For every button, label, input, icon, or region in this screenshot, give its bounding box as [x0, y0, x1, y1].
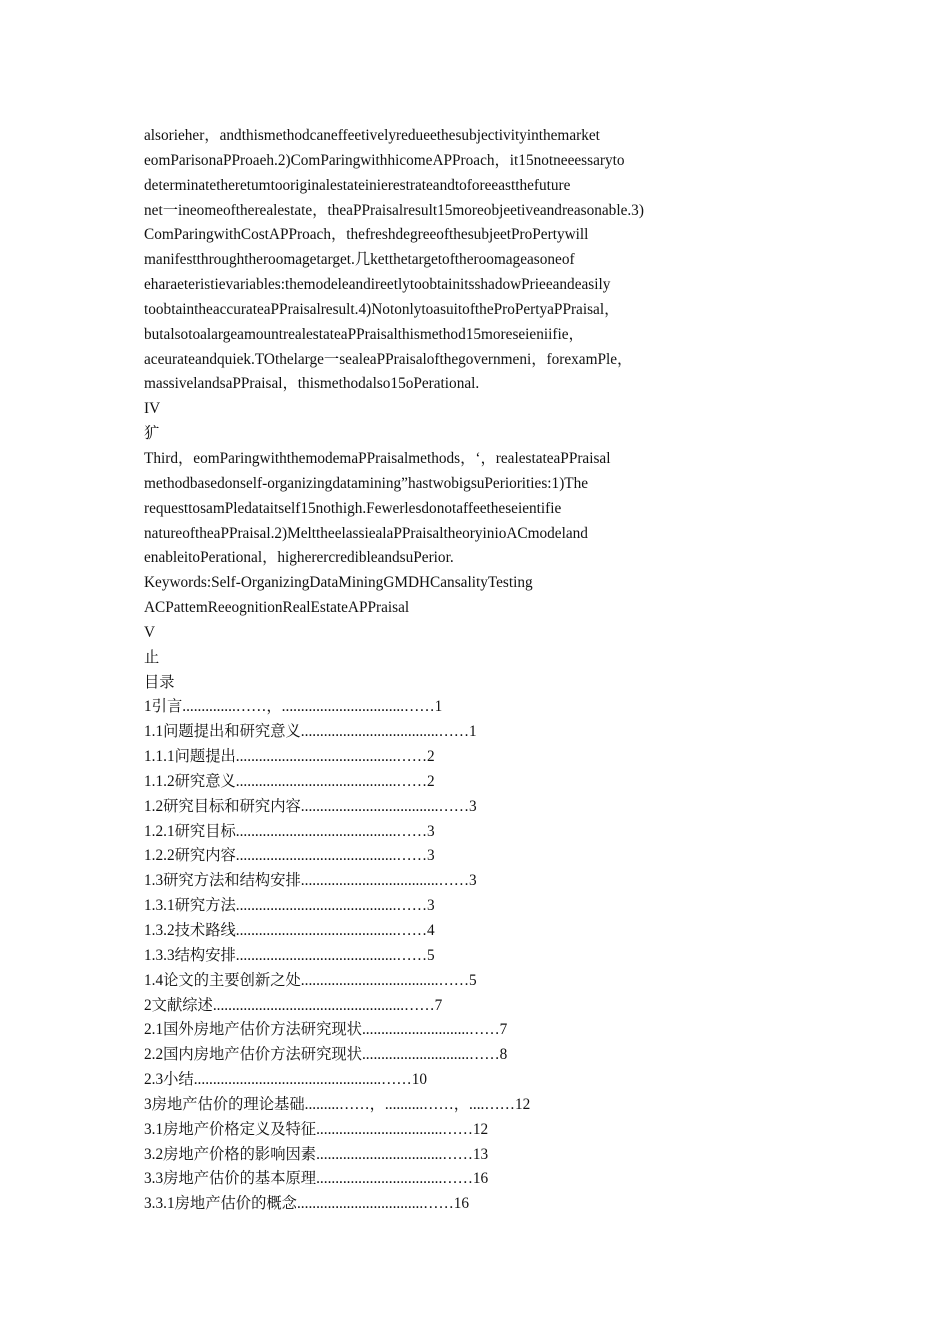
abstract-line: massivelandsaPPraisal，thismethodalso15oPerational.: [144, 375, 480, 393]
toc-entry: 2文献综述..................................................……7: [144, 996, 443, 1014]
abstract-line: aceurateandquiek.TOthelarge一sealeaPPraisalofthegovernmeni，forexamPle，: [144, 350, 633, 368]
abstract-line: butalsotoalargeamountrealestateaPPraisalthismethod15moreseieniifie，: [144, 325, 584, 343]
abstract-line: manifestthroughtheroomagetarget.几ketthetargetoftheroomageasoneof: [144, 251, 575, 269]
toc-entry: 2.1国外房地产估价方法研究现状............................……7: [144, 1021, 508, 1039]
abstract-line: enableitoPerational，higherercredibleandsuPerior.: [144, 549, 454, 567]
keywords-line: Keywords:Self-OrganizingDataMiningGMDHCansalityTesting: [144, 574, 533, 592]
toc-entry: 3房地产估价的理论基础.........……，..........……，....……12: [144, 1095, 531, 1113]
toc-entry: 1.1.2研究意义..........................................……2: [144, 772, 435, 790]
toc-entry: 1.1.1问题提出..........................................……2: [144, 748, 435, 766]
abstract-line: methodbasedonself-organizingdatamining”hastwobigsuPeriorities:1)The: [144, 474, 589, 492]
abstract-line: requesttosamPledataitself15nothigh.Fewerlesdonotaffeetheseientifie: [144, 499, 562, 517]
abstract-line: alsorieher，andthismethodcaneffeetivelyredueethesubjectivityinthemarket: [144, 127, 600, 144]
toc-entry: 1.1问题提出和研究意义....................................……1: [144, 723, 477, 741]
toc-entry: 3.3.1房地产估价的概念.................................……16: [144, 1195, 470, 1213]
abstract-line: natureoftheaPPraisal.2)MelttheelassiealaPPraisaltheoryinioACmodeland: [144, 524, 588, 542]
toc-entry: 1.4论文的主要创新之处....................................……5: [144, 971, 477, 989]
abstract-line: net一ineomeoftherealestate，theaPPraisalresult15moreobjeetiveandreasonable.3): [144, 201, 644, 219]
toc-entry: 3.3房地产估价的基本原理.................................……16: [144, 1170, 489, 1188]
keywords-line: ACPattemReeognitionRealEstateAPPraisal: [144, 599, 410, 617]
stray-glyph: 犷: [144, 425, 160, 443]
page-number: IV: [144, 400, 161, 418]
toc-entry: 3.2房地产价格的影响因素.................................……13: [144, 1145, 489, 1163]
abstract-line: eomParisonaPProaeh.2)ComParingwithhicomeAPProach，it15notneeessaryto: [144, 151, 625, 169]
abstract-line: determinatetheretumtooriginalestateinierestrateandtoforeeastthefuture: [144, 176, 571, 194]
toc-entry: 1.2.1研究目标..........................................……3: [144, 822, 435, 840]
abstract-line: Third，eomParingwiththemodemaPPraisalmethods，‘，realestateaPPraisal: [144, 449, 611, 467]
toc-title: 目录: [144, 673, 175, 691]
toc-entry: 1.3.1研究方法..........................................……3: [144, 897, 435, 915]
abstract-line: eharaeteristievariables:themodeleandireetlytoobtainitsshadowPrieeandeasily: [144, 276, 611, 294]
toc-entry: 1.3.2技术路线..........................................……4: [144, 922, 435, 939]
stray-glyph: 止: [144, 648, 160, 666]
toc-entry: 3.1房地产价格定义及特征.................................……12: [144, 1120, 489, 1138]
toc-entry: 1.2.2研究内容..........................................……3: [144, 847, 435, 865]
toc-entry: 1.3.3结构安排..........................................……5: [144, 946, 435, 964]
toc-entry: 1.3研究方法和结构安排....................................……3: [144, 872, 477, 890]
toc-entry: 2.3小结.................................................……10: [144, 1071, 427, 1089]
toc-entry: 2.2国内房地产估价方法研究现状............................……8: [144, 1046, 508, 1064]
abstract-line: ComParingwithCostAPProach，thefreshdegreeofthesubjeetProPertywill: [144, 226, 589, 244]
page-number: V: [144, 623, 156, 641]
abstract-line: toobtaintheaccurateaPPraisalresult.4)NotonlytoasuitoftheProPertyaPPraisal，: [144, 300, 620, 318]
toc-entry: 1.2研究目标和研究内容....................................……3: [144, 797, 477, 815]
document-body: [144, 124, 864, 1217]
toc-entry: 1引言..............……，................................……1: [144, 698, 443, 716]
